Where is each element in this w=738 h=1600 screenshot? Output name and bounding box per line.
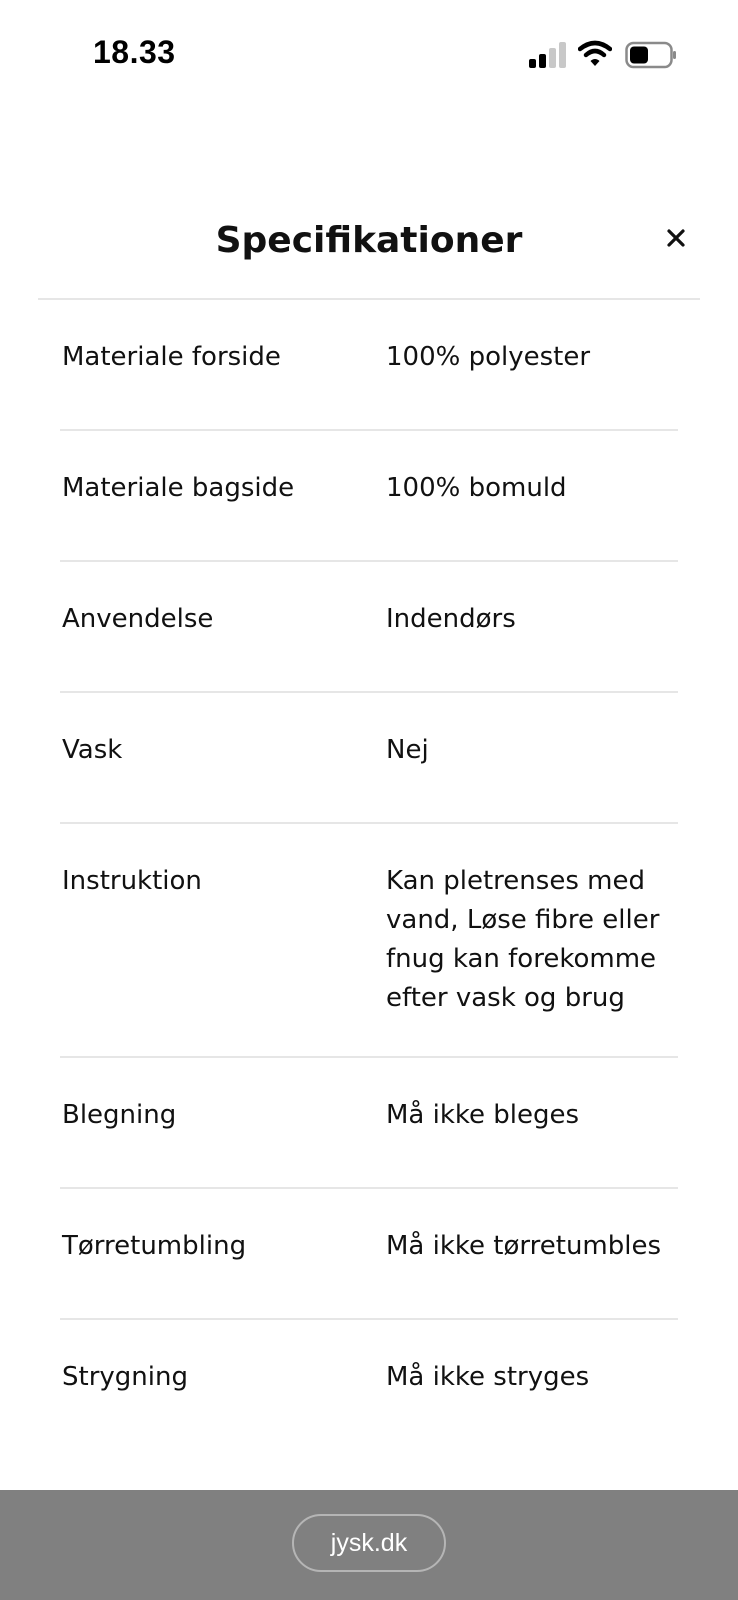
battery-icon	[625, 41, 677, 69]
spec-row	[60, 1320, 678, 1451]
spec-value: Kan pletrenses med vand, Løse fibre eller fnug kan forekomme efter vask og brug	[386, 866, 660, 1013]
sheet-header	[38, 200, 700, 300]
close-button[interactable]	[658, 220, 694, 256]
browser-bar	[0, 1490, 738, 1600]
spec-value: Må ikke tørretumbles	[386, 1231, 662, 1261]
spec-row	[60, 300, 678, 431]
spec-label: Anvendelse	[62, 604, 214, 634]
spec-label: Materiale bagside	[62, 473, 295, 503]
signal-icon	[529, 42, 567, 68]
spec-value: Nej	[386, 735, 429, 765]
page-title: Specifikationer	[215, 220, 523, 261]
spec-row	[60, 693, 678, 824]
spec-row	[60, 824, 678, 1058]
spec-row	[60, 431, 678, 562]
close-icon	[666, 228, 686, 248]
spec-value: 100% polyester	[386, 342, 591, 372]
spec-label: Materiale forside	[62, 342, 281, 372]
spec-label: Blegning	[62, 1100, 177, 1130]
wifi-icon	[578, 40, 612, 68]
spec-label: Vask	[62, 735, 123, 765]
spec-row	[60, 1058, 678, 1189]
spec-label: Instruktion	[62, 866, 202, 896]
spec-label: Tørretumbling	[62, 1231, 247, 1261]
spec-label: Strygning	[62, 1362, 188, 1392]
spec-value: 100% bomuld	[386, 473, 567, 503]
url-pill[interactable]: jysk.dk	[292, 1514, 446, 1572]
status-bar	[0, 0, 738, 110]
status-time: 18.33	[93, 34, 176, 70]
spec-row	[60, 1189, 678, 1320]
spec-row	[60, 562, 678, 693]
spec-value: Indendørs	[386, 604, 516, 634]
spec-value: Må ikke bleges	[386, 1100, 580, 1130]
spec-value: Må ikke stryges	[386, 1362, 590, 1392]
spec-list	[60, 300, 678, 1451]
